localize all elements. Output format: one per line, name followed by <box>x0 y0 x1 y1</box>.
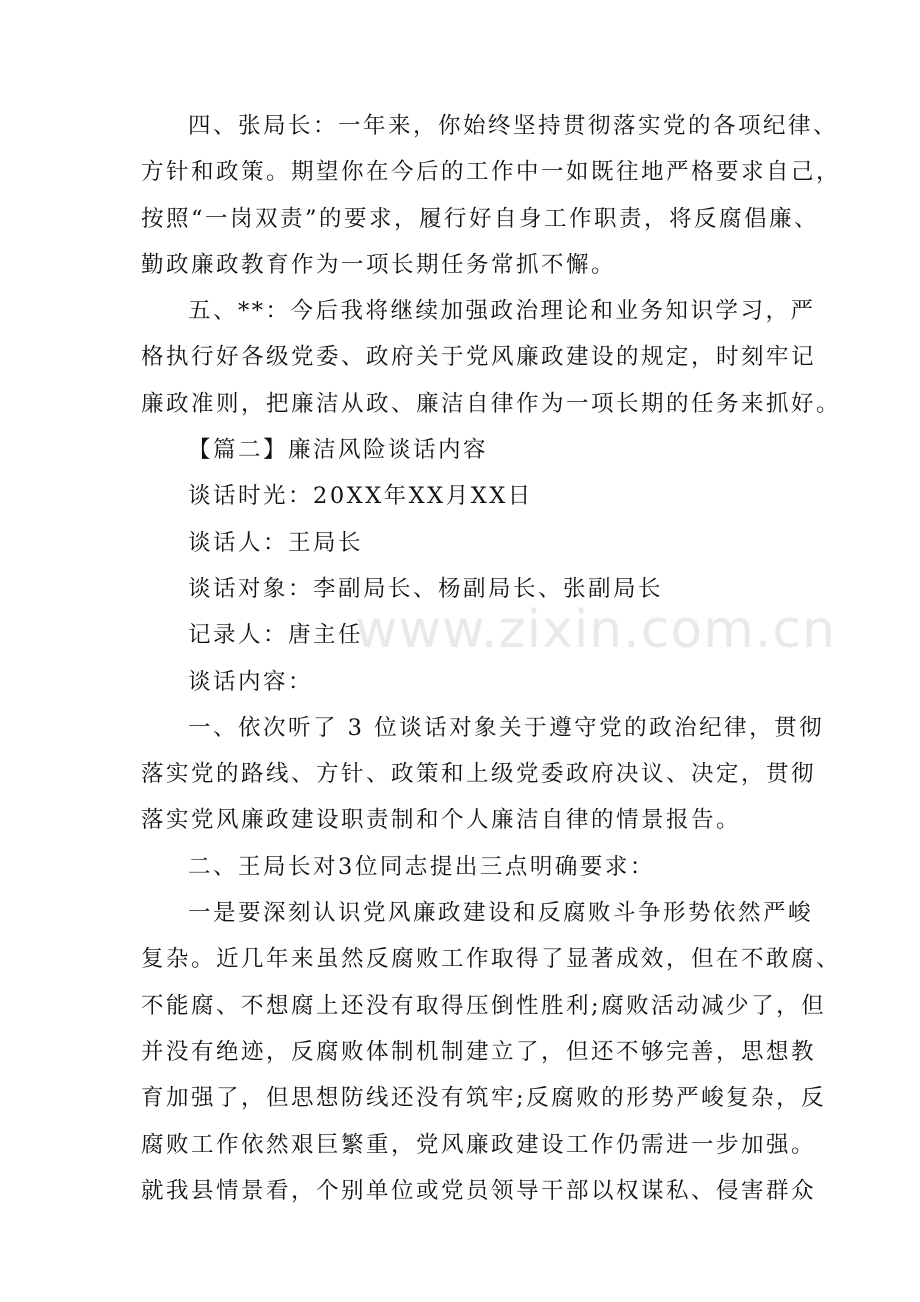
paragraph-line: 方针和政策。期望你在今后的工作中一如既往地严格要求自己， <box>141 159 842 186</box>
meta-line-speaker: 谈话人：王局长 <box>188 529 364 556</box>
paragraph-line: 落实党的路线、方针、政策和上级党委政府决议、决定，贯彻 <box>141 761 817 788</box>
paragraph-line: 格执行好各级党委、政府关于党风廉政建设的规定，时刻牢记 <box>141 344 817 371</box>
paragraph-line: 勤政廉政教育作为一项长期任务常抓不懈。 <box>141 251 617 278</box>
paragraph-line: 一是要深刻认识党风廉政建设和反腐败斗争形势依然严峻 <box>188 900 814 927</box>
paragraph-line: 并没有绝迹，反腐败体制机制建立了，但还不够完善，思想教 <box>141 1038 817 1065</box>
meta-line-time: 谈话时光：20XX年XX月XX日 <box>188 483 533 510</box>
watermark: www.zixin.com.cn <box>355 600 836 660</box>
section-heading: 【篇二】廉洁风险谈话内容 <box>188 437 489 464</box>
paragraph-line: 五、**：今后我将继续加强政治理论和业务知识学习，严 <box>188 298 816 325</box>
paragraph-line: 按照“一岗双责”的要求，履行好自身工作职责，将反腐倡廉、 <box>141 205 820 232</box>
paragraph-line: 腐败工作依然艰巨繁重，党风廉政建设工作仍需进一步加强。 <box>141 1131 817 1158</box>
paragraph-line: 四、张局长：一年来，你始终坚持贯彻落实党的各项纪律、 <box>188 113 839 139</box>
paragraph-line: 不能腐、不想腐上还没有取得压倒性胜利;腐败活动减少了，但 <box>141 992 827 1019</box>
meta-line-content: 谈话内容： <box>188 668 314 695</box>
paragraph-line: 二、王局长对3位同志提出三点明确要求： <box>188 853 655 880</box>
meta-line-recorder: 记录人：唐主任 <box>188 622 364 649</box>
paragraph-line: 育加强了，但思想防线还没有筑牢;反腐败的形势严峻复杂，反 <box>141 1085 827 1112</box>
paragraph-line: 复杂。近几年来虽然反腐败工作取得了显著成效，但在不敢腐、 <box>141 946 842 973</box>
paragraph-line: 廉政准则，把廉洁从政、廉洁自律作为一项长期的任务来抓好。 <box>141 390 842 417</box>
paragraph-line: 落实党风廉政建设职责制和个人廉洁自律的情景报告。 <box>141 807 742 834</box>
paragraph-line: 一、依次听了 3 位谈话对象关于遵守党的政治纪律，贯彻 <box>188 714 825 741</box>
meta-line-targets: 谈话对象：李副局长、杨副局长、张副局长 <box>188 575 664 602</box>
paragraph-line: 就我县情景看，个别单位或党员领导干部以权谋私、侵害群众 <box>141 1177 817 1204</box>
